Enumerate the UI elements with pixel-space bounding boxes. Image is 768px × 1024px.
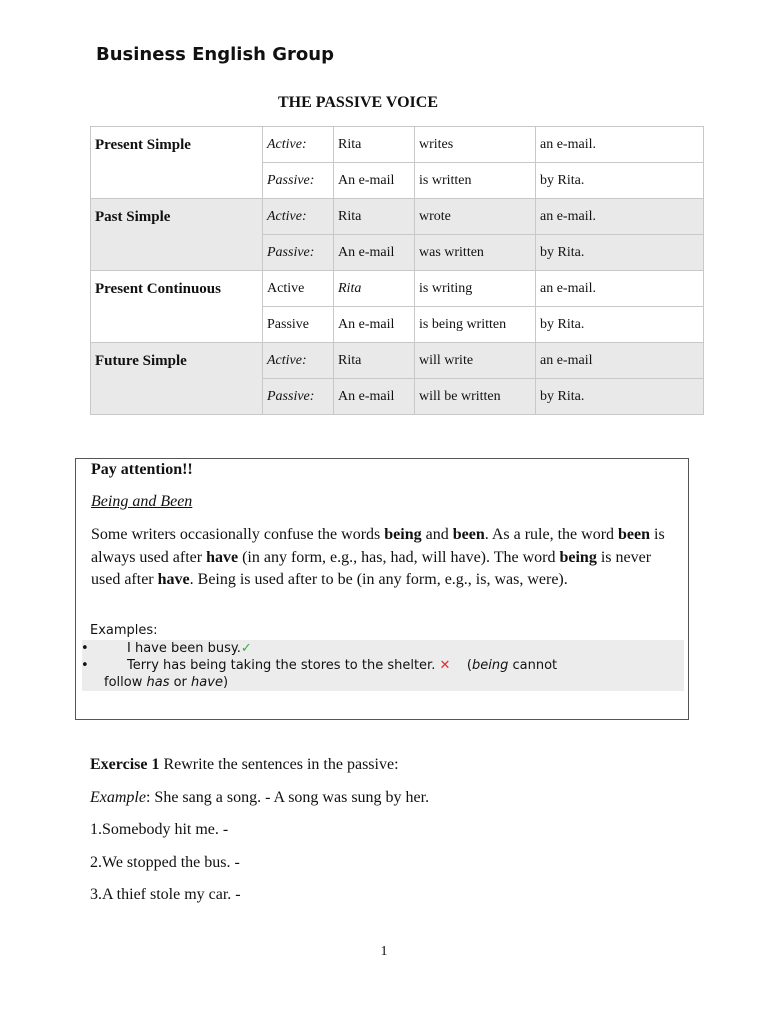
examples-block [82,622,684,691]
text-run: . As a rule, the word [484,526,619,543]
tense-cell: Future Simple [91,343,263,415]
object-cell: an e-mail. [536,127,704,163]
text-run: is never used after [91,548,652,588]
note-italic: have [191,675,223,690]
tense-cell: Present Simple [91,127,263,199]
exercise-item: 1.Somebody hit me. - [90,821,229,838]
subject-cell: An e-mail [334,379,415,415]
verb-cell: wrote [415,199,536,235]
bold-term: have [206,548,239,566]
exercise-heading [90,756,399,774]
note-text: ) [222,675,229,690]
text-run: (in any form, e.g., has, had, will have). The word [238,548,560,566]
list-item [82,640,684,657]
verb-cell: is writing [415,271,536,307]
subject-cell: Rita [334,127,415,163]
checkmark-icon: ✓ [240,641,252,656]
exercise-example [90,789,429,807]
voice-cell: Passive: [263,163,334,199]
voice-cell: Passive: [263,235,334,271]
note-text: or [169,675,192,690]
note-text: ( [466,658,472,673]
text-run: is always used after [91,526,665,566]
verb-cell: will write [415,343,536,379]
subject-cell: An e-mail [334,307,415,343]
rule-paragraph [91,524,676,592]
bold-term: been [452,526,485,543]
object-cell: an e-mail [536,343,704,379]
page-number: 1 [380,944,388,959]
object-cell: by Rita. [536,235,704,271]
note-text: follow [104,675,147,690]
table-row [91,343,704,379]
bold-term: have [157,571,190,588]
bullet-icon: • [81,641,89,656]
subject-cell: Rita [334,271,415,307]
list-item [82,657,684,691]
cross-icon: ✕ [439,658,451,673]
page-title: THE PASSIVE VOICE [277,94,439,111]
passive-voice-table [90,126,704,415]
bold-term: been [618,526,651,543]
example-text: : She sang a song. - A song was sung by her. [145,789,430,806]
verb-cell: writes [415,127,536,163]
voice-cell: Active [263,271,334,307]
object-cell: by Rita. [536,379,704,415]
object-cell: by Rita. [536,307,704,343]
table-row [91,199,704,235]
voice-cell: Passive: [263,379,334,415]
exercise-instruction: Rewrite the sentences in the passive: [159,756,399,773]
bold-term: being [384,526,422,543]
note-italic: being [472,658,509,673]
note-italic: has [146,675,170,690]
subject-cell: An e-mail [334,235,415,271]
table-row [91,271,704,307]
text-run: Some writers occasionally confuse the words [91,526,385,543]
attention-box [75,458,689,720]
object-cell: an e-mail. [536,199,704,235]
example-text: Terry has being taking the stores to the shelter. [127,658,436,673]
example-text: I have been busy. [127,641,241,656]
text-run: . Being is used after to be (in any form, e.g., is, was, were). [189,571,568,588]
bullet-icon: • [81,658,89,673]
verb-cell: was written [415,235,536,271]
voice-cell: Active: [263,199,334,235]
verb-cell: is being written [415,307,536,343]
attention-title: Pay attention!! [91,461,193,478]
tense-cell: Present Continuous [91,271,263,343]
exercise-title: Exercise 1 [90,756,160,773]
voice-cell: Active: [263,343,334,379]
tense-cell: Past Simple [91,199,263,271]
object-cell: an e-mail. [536,271,704,307]
example-label: Example [90,789,146,806]
verb-cell: will be written [415,379,536,415]
subject-cell: Rita [334,199,415,235]
subject-cell: An e-mail [334,163,415,199]
voice-cell: Passive [263,307,334,343]
text-run: and [421,526,453,543]
examples-label: Examples: [90,623,158,638]
section-subtitle: Being and Been [91,493,193,510]
exercise-item: 3.A thief stole my car. - [90,886,241,903]
object-cell: by Rita. [536,163,704,199]
bold-term: being [559,548,597,566]
document-header: Business English Group [96,44,334,65]
subject-cell: Rita [334,343,415,379]
verb-cell: is written [415,163,536,199]
note-text: cannot [508,658,558,673]
exercise-item: 2.We stopped the bus. - [90,854,240,871]
voice-cell: Active: [263,127,334,163]
table-row [91,127,704,163]
